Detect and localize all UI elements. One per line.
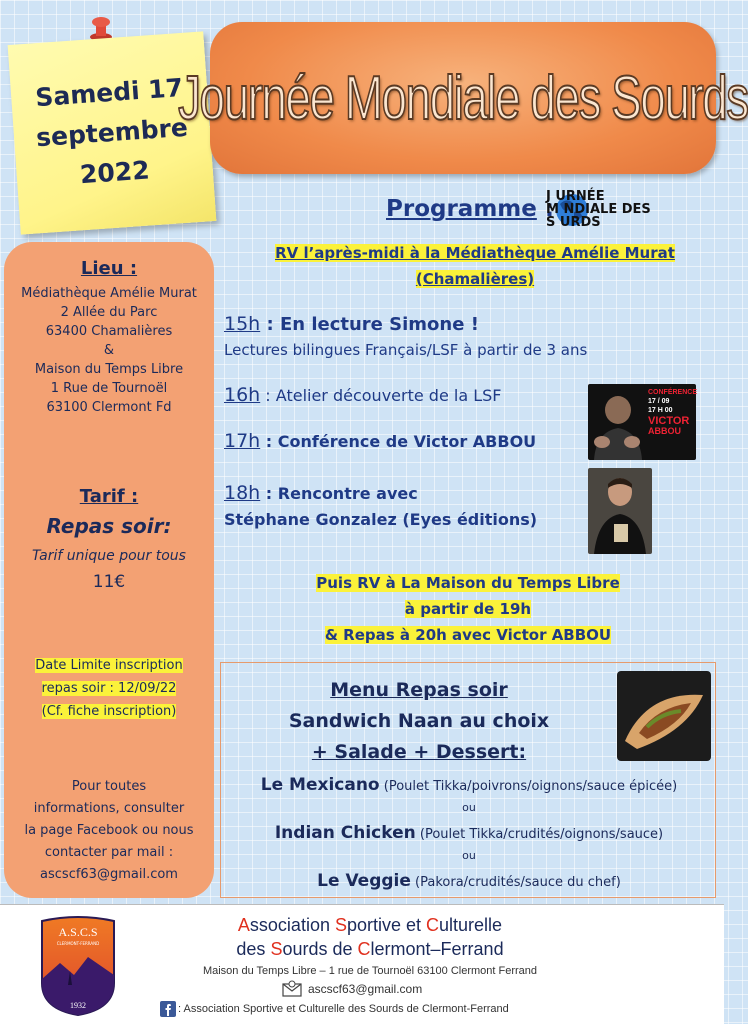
repas-label: Repas soir: xyxy=(46,514,172,538)
info-sidebar xyxy=(4,242,214,898)
address-line: 1 Rue de Tournoël xyxy=(50,381,168,396)
date-line-2: septembre xyxy=(35,112,189,153)
or-separator: ou xyxy=(462,849,476,862)
logo-line-2: M NDIALE DES xyxy=(546,202,651,217)
schedule-desc: Lectures bilingues Français/LSF à partir de 3 ans xyxy=(224,341,588,359)
footer-email[interactable]: ascscf63@gmail.com xyxy=(308,982,423,996)
footer xyxy=(0,904,724,1024)
footer-email-row xyxy=(282,979,422,999)
address-line: 2 Allée du Parc xyxy=(60,305,158,320)
association-name: Association Sportive et Culturelle des Sourds de Clermont–Ferrand xyxy=(236,915,504,959)
logo-text: A.S.C.S xyxy=(58,925,98,939)
schedule-item-18h: 18h : Rencontre avec Stéphane Gonzalez (Eyes éditions) xyxy=(224,482,538,529)
footer-facebook-row xyxy=(160,999,509,1019)
conference-poster-image xyxy=(588,384,696,460)
page-title: Journée Mondiale des Sourds xyxy=(178,63,748,133)
logo-year: 1932 xyxy=(70,1001,86,1010)
logo-line-1: J URNÉE xyxy=(546,189,605,204)
footer-address: Maison du Temps Libre – 1 rue de Tournoël 63100 Clermont Ferrand xyxy=(202,965,538,977)
contact-info: Pour toutes informations, consulter la page Facebook ou nous contacter par mail : ascscf63@gmail.com xyxy=(4,776,214,886)
schedule-item-15h: 15h : En lecture Simone ! Lectures bilingues Français/LSF à partir de 3 ans xyxy=(224,313,704,359)
facebook-icon[interactable] xyxy=(160,1001,176,1017)
or-separator: ou xyxy=(462,801,476,814)
title-banner xyxy=(178,22,748,174)
tarif-unique: Tarif unique pour tous xyxy=(32,548,186,564)
address-line: Maison du Temps Libre xyxy=(34,362,184,377)
price: 11€ xyxy=(92,572,126,592)
menu-box xyxy=(220,662,716,898)
deadline-notice: Date Limite inscription repas soir : 12/09/22 (Cf. fiche inscription) xyxy=(35,658,183,719)
date-line-3: 2022 xyxy=(79,155,151,190)
evening-rv: Puis RV à La Maison du Temps Libre à partir de 19h & Repas à 20h avec Victor ABBOU xyxy=(316,574,620,644)
event-date xyxy=(32,68,192,198)
naan-sandwich-icon xyxy=(617,671,711,761)
programme-heading: Programme : xyxy=(386,196,555,222)
ascs-logo xyxy=(38,913,118,1017)
address-line: 63100 Clermont Fd xyxy=(46,400,172,415)
date-line-1: Samedi 17 xyxy=(34,72,184,113)
address-line: & xyxy=(103,343,115,358)
menu-option-mexicano: Le Mexicano (Poulet Tikka/poivrons/oignons/sauce épicée) xyxy=(260,775,678,795)
naan-sandwich-photo xyxy=(617,671,711,761)
jms-logo xyxy=(538,186,708,232)
lieu-heading: Lieu : xyxy=(80,258,138,279)
footer-facebook-text[interactable]: : Association Sportive et Culturelle des Sourds de Clermont-Ferrand xyxy=(178,1003,509,1015)
poster-text: CONFÉRENCE 17 / 09 17 H 00 VICTOR ABBOU xyxy=(648,389,698,436)
address-line: Médiathèque Amélie Murat xyxy=(21,286,197,301)
rv-afternoon: RV l’après-midi à la Médiathèque Amélie Murat (Chamalières) xyxy=(275,244,675,288)
contact-email[interactable]: ascscf63@gmail.com xyxy=(40,867,178,882)
schedule-item-16h: 16h : Atelier découverte de la LSF xyxy=(224,384,502,406)
person-icon xyxy=(588,468,652,554)
email-icon xyxy=(282,980,302,998)
speaker-silhouette-icon xyxy=(588,384,648,460)
logo-line-3: S URDS xyxy=(546,215,601,230)
schedule-item-17h: 17h : Conférence de Victor ABBOU xyxy=(224,430,537,452)
tarif-heading: Tarif : xyxy=(79,486,139,507)
address-line: 63400 Chamalières xyxy=(45,324,173,339)
lieu-address xyxy=(4,284,214,417)
menu-option-indian-chicken: Indian Chicken (Poulet Tikka/crudités/oignons/sauce) xyxy=(274,823,664,843)
speaker-photo xyxy=(588,468,652,554)
logo-subtext: CLERMONT-FERRAND xyxy=(56,941,100,946)
menu-heading: Menu Repas soir Sandwich Naan au choix + Salade + Dessert: xyxy=(288,679,550,763)
menu-option-veggie: Le Veggie (Pakora/crudités/sauce du chef) xyxy=(317,871,621,891)
